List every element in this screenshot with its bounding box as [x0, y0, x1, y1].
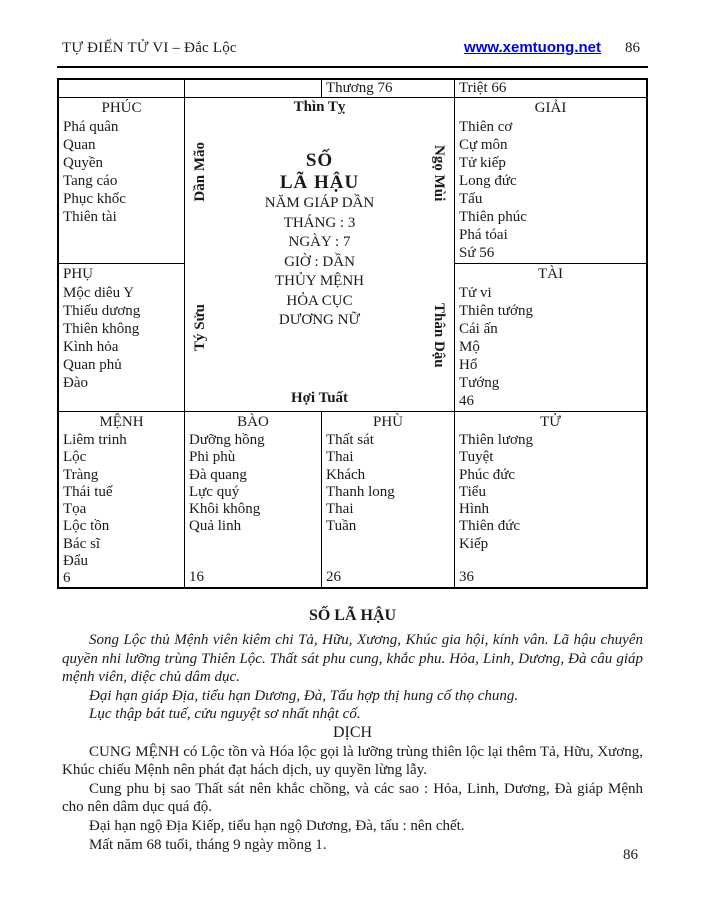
cell-bao	[185, 412, 322, 587]
cell-menh	[59, 412, 185, 587]
center-detail-line: HỎA CỤC	[286, 292, 353, 309]
cell-giai	[455, 98, 646, 264]
star-item: Thất sát	[326, 432, 374, 448]
tuvi-chart-table	[57, 78, 648, 589]
star-item: Hình	[459, 501, 489, 518]
star-item: Tuyệt	[459, 449, 494, 466]
star-item: Thiếu dương	[63, 303, 141, 319]
chart-header-thuong	[322, 80, 455, 98]
branch-than-dau: Thân Dậu	[431, 303, 447, 368]
thuong-label: Thương 76	[326, 80, 393, 96]
star-item: Mộ	[459, 339, 480, 355]
star-item: Lực quý	[189, 483, 240, 500]
branch-dan-mao: Dần Mão	[192, 142, 208, 202]
cell-bao-number: 16	[189, 569, 204, 585]
chart-header-triet	[455, 80, 646, 98]
star-item: Khôi không	[189, 501, 261, 518]
cell-center	[185, 98, 455, 412]
star-item: Đà quang	[189, 466, 247, 483]
page-header	[62, 39, 640, 57]
branch-thin-ty: Thìn Tỵ	[293, 99, 346, 115]
branch-ty-suu: Tý Sửu	[192, 304, 208, 351]
star-item: Phục khốc	[63, 191, 126, 207]
star-item: Phá quân	[63, 119, 119, 135]
center-title-la-hau: LÃ HẬU	[279, 172, 360, 193]
cell-tai	[455, 264, 646, 412]
star-item: Tuần	[326, 518, 357, 535]
star-item: Thiên tài	[63, 209, 117, 225]
center-info-block	[185, 150, 454, 331]
cell-tai-number: 46	[459, 393, 474, 409]
italic-paragraphs	[62, 631, 643, 724]
star-item: Phúc đức	[459, 466, 516, 483]
header-right-group	[464, 39, 640, 57]
star-item: Phi phù	[189, 449, 236, 466]
paragraph: Mất năm 68 tuổi, tháng 9 ngày mồng 1.	[89, 836, 327, 853]
center-detail-line: THỦY MỆNH	[274, 273, 365, 289]
chart-header-empty-2	[185, 80, 322, 98]
paragraph: Lục thập bát tuế, cửu nguyệt sơ nhất nhật cố.	[89, 706, 361, 723]
cell-tu-list	[459, 432, 642, 553]
center-detail-line: NGÀY : 7	[288, 234, 351, 250]
star-item: Cự môn	[459, 137, 508, 153]
section-title: SỐ LÃ HẬU	[308, 607, 397, 624]
star-item: Bác sĩ	[63, 535, 101, 552]
cell-tu-number: 36	[459, 569, 474, 585]
cell-phuc-header: PHÚC	[101, 100, 142, 116]
star-item: Thai	[326, 449, 354, 466]
cell-tu	[455, 412, 646, 587]
branch-hoi-tuat: Hợi Tuất	[290, 390, 349, 406]
cell-phu-row4-number: 26	[326, 569, 341, 585]
star-item: Thiên lương	[459, 432, 533, 448]
star-item: Tướng	[459, 375, 500, 391]
cell-phu-header: PHỤ	[63, 266, 94, 282]
cell-phuc	[59, 98, 185, 264]
cell-menh-header: MỆNH	[99, 414, 144, 430]
cell-giai-header: GIẢI	[534, 100, 567, 116]
star-item: Đẩu	[63, 553, 88, 570]
star-item: Thiên cơ	[459, 119, 513, 135]
cell-phu	[59, 264, 185, 412]
center-detail-lines	[185, 194, 454, 331]
paragraph: Song Lộc thủ Mệnh viên kiêm chi Tả, Hữu, Xương, Khúc gia hội, kính vân. Lã hậu chuyên quyền nhi lưỡng trùng Thiên Lộc. Thất sát phu cung, khắc phu. Hỏa, Linh, Dương, Đà câu giáp mệnh viên, diệc chủ dâm dục.	[62, 632, 643, 686]
header-divider	[57, 66, 648, 68]
star-item: Kiếp	[459, 535, 489, 552]
cell-tu-header: TỬ	[540, 414, 561, 430]
star-item: Lộc tồn	[63, 518, 110, 535]
star-item: Tang cáo	[63, 173, 118, 189]
star-item: Dưỡng hồng	[189, 432, 265, 448]
star-item: Mộc diêu Y	[63, 285, 135, 301]
star-item: Thai	[326, 501, 354, 518]
cell-bao-list	[189, 432, 317, 536]
cell-menh-number: 6	[63, 570, 71, 587]
cell-phu-row4-list	[326, 432, 450, 536]
star-item: Đào	[63, 375, 88, 391]
star-item: Thái tuế	[63, 483, 113, 500]
triet-label: Triệt 66	[459, 80, 507, 96]
paragraph: Đại hạn ngộ Địa Kiếp, tiểu hạn ngộ Dương, Đà, tấu : nên chết.	[89, 817, 465, 834]
star-item: Quan phủ	[63, 357, 122, 373]
star-item: Liêm trinh	[63, 432, 127, 448]
center-detail-line: GIỜ : DẦN	[284, 253, 355, 270]
chart-header-empty-1	[59, 80, 185, 98]
star-item: Hổ	[459, 357, 478, 373]
center-detail-line: DƯƠNG NỮ	[278, 312, 361, 328]
star-item: Tràng	[63, 466, 99, 483]
book-title: TỰ ĐIỂN TỬ VI – Đắc Lộc	[62, 40, 237, 56]
star-item: Thiên phúc	[459, 209, 527, 225]
star-item: Khách	[326, 466, 366, 483]
star-item: Quả linh	[189, 518, 242, 535]
paragraph: CUNG MỆNH có Lộc tồn và Hóa lộc gọi là lưỡng trùng thiên lộc lại thêm Tả, Hữu, Xương, Khúc chiếu Mệnh nên phát đạt hách dịch, uy quyền lừng lẫy.	[62, 743, 643, 779]
website-link[interactable]: www.xemtuong.net	[464, 39, 601, 56]
cell-phu-list	[63, 284, 180, 392]
star-item: Phá tóai	[459, 227, 508, 243]
star-item: Thiên tướng	[459, 303, 533, 319]
header-page-number: 86	[625, 40, 640, 56]
center-detail-line: THÁNG : 3	[283, 214, 356, 231]
star-item: Long đức	[459, 173, 517, 189]
cell-tai-header: TÀI	[538, 266, 563, 282]
branch-ngo-mui: Ngọ Mùi	[431, 145, 447, 202]
paragraph: Cung phu bị sao Thất sát nên khắc chồng, và các sao : Hỏa, Linh, Dương, Đà giáp Mệnh cho nên dâm dục quá độ.	[62, 780, 643, 816]
star-item: Cái ấn	[459, 321, 498, 337]
cell-phu-row4	[322, 412, 455, 587]
body-text	[62, 606, 643, 854]
star-item: Tọa	[63, 501, 87, 518]
cell-bao-header: BÀO	[237, 414, 269, 430]
footer-page-number: 86	[623, 847, 638, 863]
cell-phu-row4-header: PHÙ	[372, 414, 403, 430]
star-item: Lộc	[63, 449, 87, 466]
cell-tai-list	[459, 284, 642, 392]
center-title-so: SỐ	[305, 150, 334, 171]
star-item: Quan	[63, 137, 96, 153]
center-detail-line: NĂM GIÁP DẦN	[264, 195, 375, 211]
star-item: Thiên đức	[459, 518, 521, 535]
cell-giai-list	[459, 118, 642, 262]
paragraph: Đại hạn giáp Địa, tiểu hạn Dương, Đà, Tấu hợp thị hung cố thọ chung.	[89, 687, 519, 704]
star-item: Tấu	[459, 191, 483, 207]
cell-phuc-list	[63, 118, 180, 226]
star-item: Tử kiếp	[459, 155, 506, 171]
star-item: Sứ 56	[459, 245, 495, 261]
star-item: Quyền	[63, 155, 103, 171]
star-item: Thiên không	[63, 321, 140, 337]
cell-menh-list	[63, 432, 180, 570]
regular-paragraphs	[62, 743, 643, 855]
star-item: Kình hỏa	[63, 339, 119, 355]
star-item: Tử vi	[459, 285, 492, 301]
dich-heading: DỊCH	[332, 723, 373, 741]
star-item: Tiểu	[459, 483, 486, 500]
star-item: Thanh long	[326, 483, 395, 500]
